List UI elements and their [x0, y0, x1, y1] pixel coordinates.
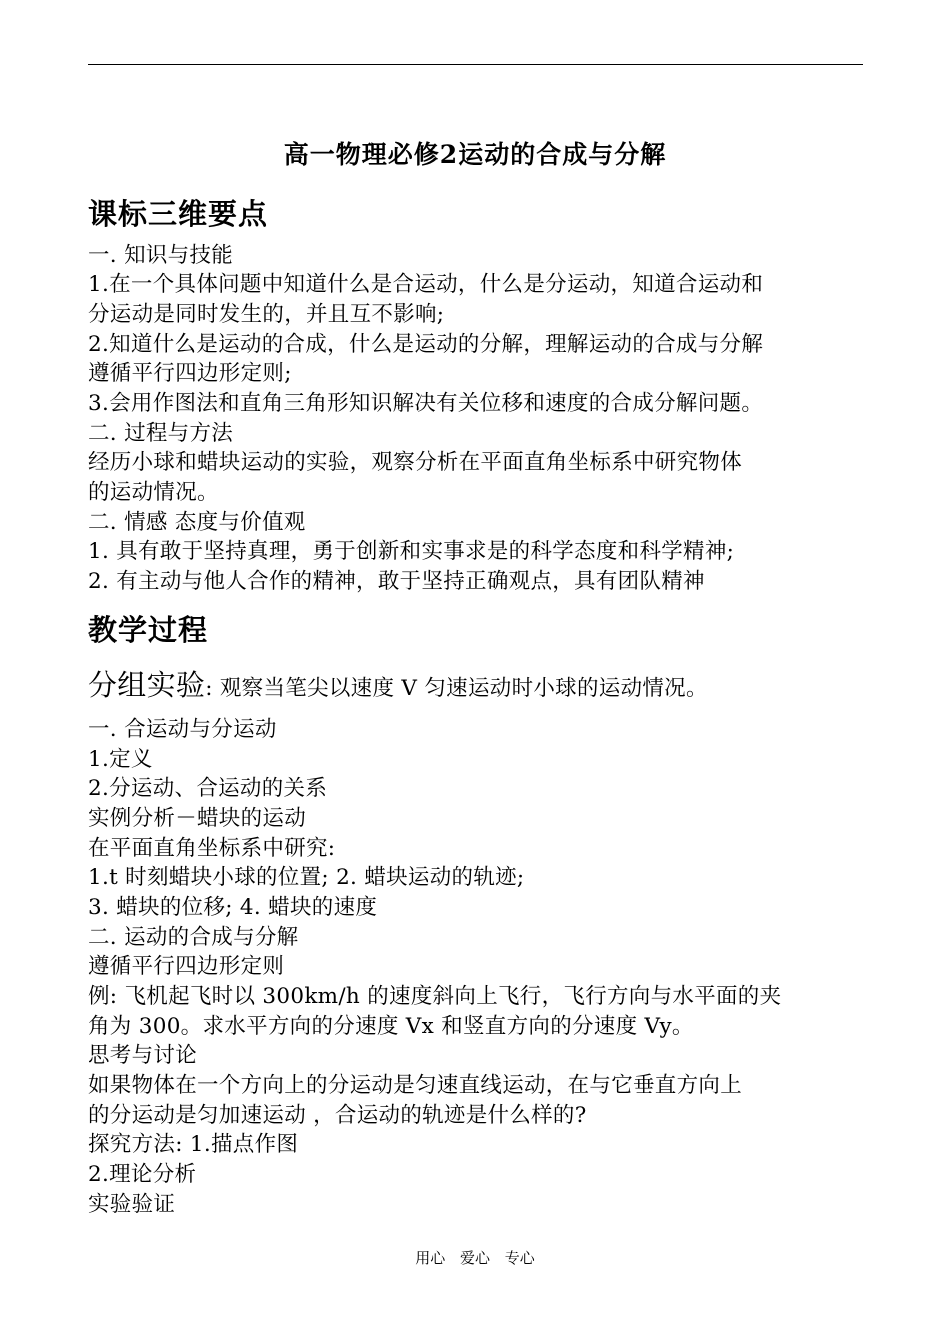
- experiment-label: 分组实验: [88, 668, 206, 702]
- text-line: 一. 知识与技能: [88, 243, 234, 268]
- text-line: 经历小球和蜡块运动的实验，观察分析在平面直角坐标系中研究物体: [88, 450, 743, 475]
- text-line: 1.t 时刻蜡块小球的位置; 2. 蜡块运动的轨迹;: [88, 865, 525, 890]
- section-heading-objectives: 课标三维要点: [88, 197, 269, 231]
- text-line: 在平面直角坐标系中研究:: [88, 836, 336, 861]
- text-line: 的分运动是匀加速运动 ，合运动的轨迹是什么样的?: [88, 1103, 587, 1128]
- text-line: 1.在一个具体问题中知道什么是合运动，什么是分运动，知道合运动和: [88, 272, 764, 297]
- experiment-line: [88, 670, 868, 704]
- text-line: 分运动是同时发生的，并且互不影响;: [88, 302, 445, 327]
- text-line: 2.理论分析: [88, 1162, 197, 1187]
- text-line: 二. 过程与方法: [88, 421, 234, 446]
- text-line: 1.定义: [88, 747, 153, 772]
- text-line: 2.分运动、合运动的关系: [88, 776, 328, 801]
- text-line: 二. 情感 态度与价值观: [88, 510, 306, 535]
- text-line: 探究方法: 1.描点作图: [88, 1132, 299, 1157]
- text-line: 实例分析－蜡块的运动: [88, 806, 307, 831]
- text-line: 例: 飞机起飞时以 300km/h 的速度斜向上飞行，飞行方向与水平面的夹: [88, 984, 782, 1009]
- header-rule: [88, 64, 863, 65]
- text-line: 2.知道什么是运动的合成，什么是运动的分解，理解运动的合成与分解: [88, 332, 764, 357]
- text-line: 3. 蜡块的位移; 4. 蜡块的速度: [88, 895, 378, 920]
- text-line: 角为 300。求水平方向的分速度 Vx 和竖直方向的分速度 Vy。: [88, 1014, 694, 1039]
- text-line: 的运动情况。: [88, 480, 219, 505]
- text-line: 实验验证: [88, 1192, 176, 1217]
- section-heading-process: 教学过程: [88, 613, 209, 647]
- document-title: 高一物理必修2运动的合成与分解: [283, 140, 667, 169]
- page-footer: 用心 爱心 专心: [415, 1249, 535, 1267]
- text-line: 遵循平行四边形定则: [88, 954, 285, 979]
- text-line: 3.会用作图法和直角三角形知识解决有关位移和速度的合成分解问题。: [88, 391, 764, 416]
- text-line: 二. 运动的合成与分解: [88, 925, 299, 950]
- text-line: 思考与讨论: [88, 1043, 198, 1068]
- text-line: 一. 合运动与分运动: [88, 717, 277, 742]
- text-line: 1. 具有敢于坚持真理，勇于创新和实事求是的科学态度和科学精神;: [88, 539, 735, 564]
- experiment-text: : 观察当笔尖以速度 V 匀速运动时小球的运动情况。: [205, 676, 708, 701]
- text-line: 2. 有主动与他人合作的精神，敢于坚持正确观点，具有团队精神: [88, 569, 705, 594]
- text-line: 如果物体在一个方向上的分运动是匀速直线运动，在与它垂直方向上: [88, 1073, 743, 1098]
- text-line: 遵循平行四边形定则;: [88, 361, 292, 386]
